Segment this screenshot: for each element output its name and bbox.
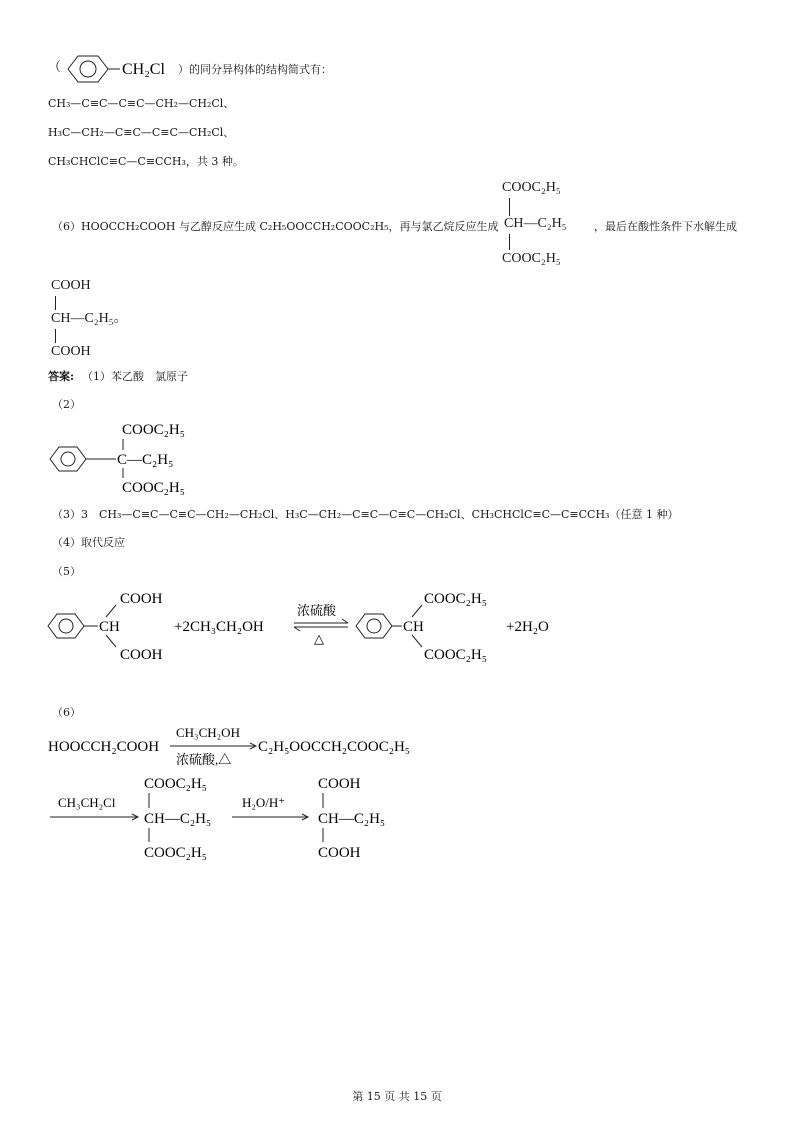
answer-2-structure [46, 420, 206, 498]
isomer-line-1: CH₃—C≡C—C≡C—CH₂—CH₂Cl、 [48, 97, 235, 110]
final-product-top: COOH [51, 278, 91, 293]
arrow-icon [170, 743, 256, 749]
benzene-ring-icon [356, 614, 392, 638]
answer-2-bottom: COOC₂H₅ [122, 480, 185, 496]
final-product-structure [48, 278, 168, 362]
route-product-top: COOH [318, 776, 361, 792]
answer-5-label: （5） [52, 565, 81, 578]
isomer-intro-text: ）的同分异构体的结构简式有： [178, 63, 332, 76]
part6-struct-mid: CH—C₂H₅ [504, 216, 567, 231]
part6-structure [502, 178, 594, 270]
answer-5-reaction [44, 585, 584, 669]
step1-reagent: CH₃CH₂OH [176, 725, 240, 740]
open-paren: （ [48, 60, 62, 75]
step1-condition: 浓硫酸,△ [176, 752, 232, 767]
benzene-ring-icon [48, 614, 84, 638]
arrow-icon [232, 814, 308, 820]
route-product-mid: CH—C₂H₅ [318, 811, 386, 827]
product-bottom: COOC₂H₅ [424, 647, 487, 663]
reactant-top: COOH [120, 591, 163, 607]
isomer-line-3: CH₃CHClC≡C—C≡CCH₃，共 3 种。 [48, 155, 244, 168]
product-top: COOC₂H₅ [424, 591, 487, 607]
part6-text-before: （6）HOOCCH₂COOH 与乙醇反应生成 C₂H₅OOCCH₂COOC₂H₅，再与氯乙烷反应生成 [52, 220, 499, 233]
benzyl-group-text: CH₂Cl [122, 61, 165, 78]
reactant-mid: CH [99, 619, 120, 635]
reversible-arrow-icon [294, 619, 348, 631]
part6-struct-bottom: COOC₂H₅ [502, 251, 561, 266]
benzene-ring-icon [68, 56, 108, 82]
answer-4-text: （4）取代反应 [52, 536, 125, 549]
intermediate-top: COOC₂H₅ [144, 776, 207, 792]
answer-2-mid: C—C₂H₅ [117, 452, 174, 468]
intermediate-mid: CH—C₂H₅ [144, 811, 212, 827]
intermediate-bottom: COOC₂H₅ [144, 845, 207, 861]
answer-label: 答案: [48, 370, 75, 383]
answer-2-top: COOC₂H₅ [122, 422, 185, 438]
product-mid: CH [403, 619, 424, 635]
final-product-bottom: COOH [51, 344, 91, 359]
answer-3-text: （3）3 CH₃—C≡C—C≡C—CH₂—CH₂Cl、H₃C—CH₂—C≡C—C≡C—CH₂Cl、CH₃CHClC≡C—C≡CCH₃（任意 1 种） [52, 508, 679, 521]
route-product-bottom: COOH [318, 845, 361, 861]
condition-label: △ [314, 631, 324, 646]
answer-6-step-2 [46, 772, 426, 864]
benzyl-chloride-structure [60, 52, 180, 86]
catalyst-label: 浓硫酸 [297, 603, 337, 618]
part6-text-after: ，最后在酸性条件下水解生成 [594, 220, 737, 233]
reactant-bottom: COOH [120, 647, 163, 663]
isomer-line-2: H₃C—CH₂—C≡C—C≡C—CH₂Cl、 [48, 126, 235, 139]
plus-ethanol: +2CH₃CH₂OH [174, 619, 264, 635]
answer-6-step-1 [46, 722, 446, 770]
page-footer: 第 15 页 共 15 页 [352, 1090, 442, 1103]
step1-product: C₂H₅OOCCH₂COOC₂H₅ [258, 739, 410, 755]
final-product-mid: CH—C₂H₅。 [51, 311, 128, 326]
answer-2-label: （2） [52, 398, 81, 411]
benzene-ring-icon [50, 447, 86, 471]
hydrolysis-reagent: H₂O/H⁺ [242, 795, 286, 810]
answer-6-label: （6） [52, 706, 81, 719]
plus-water: +2H₂O [506, 619, 549, 635]
arrow-icon [50, 814, 138, 820]
step1-reactant: HOOCCH₂COOH [48, 739, 160, 755]
answer-1-text: （1）苯乙酸 氯原子 [82, 370, 188, 383]
step2-reagent: CH₃CH₂Cl [58, 795, 116, 810]
part6-struct-top: COOC₂H₅ [502, 180, 561, 195]
